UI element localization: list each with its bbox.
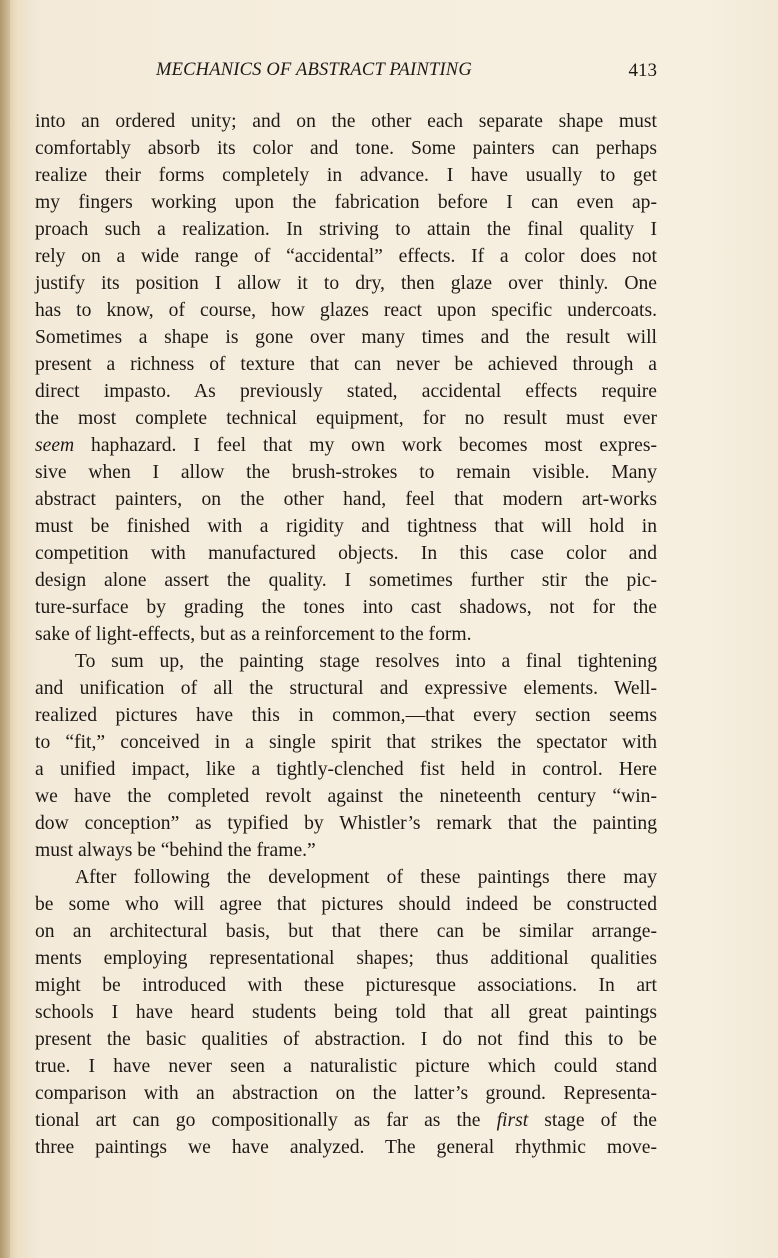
text-line: sive when I allow the brush-strokes to remain visible. Many bbox=[35, 462, 657, 483]
text-line: be some who will agree that pictures should indeed be constructed bbox=[35, 894, 657, 915]
text-line: my fingers working upon the fabrication before I can even ap- bbox=[35, 192, 657, 213]
text-line: must always be “behind the frame.” bbox=[35, 840, 316, 861]
text-line: has to know, of course, how glazes react upon specific undercoats. bbox=[35, 300, 657, 321]
text-line: realized pictures have this in common,—that every section seems bbox=[35, 705, 657, 726]
italic-word: first bbox=[496, 1110, 529, 1131]
text-line: comfortably absorb its color and tone. Some painters can perhaps bbox=[35, 138, 657, 159]
running-head bbox=[35, 60, 657, 84]
italic-word: seem bbox=[35, 435, 75, 456]
text-line: direct impasto. As previously stated, accidental effects require bbox=[35, 381, 657, 402]
text-line: on an architectural basis, but that there can be similar arrange- bbox=[35, 921, 657, 942]
text-line: must be finished with a rigidity and tightness that will hold in bbox=[35, 516, 657, 537]
text-line: a unified impact, like a tightly-clenched fist held in control. Here bbox=[35, 759, 657, 780]
text-run: tional art can go compositionally as far as the bbox=[35, 1110, 497, 1131]
text-line: might be introduced with these picturesque associations. In art bbox=[35, 975, 657, 996]
text-line: we have the completed revolt against the nineteenth century “win- bbox=[35, 786, 657, 807]
text-line: Sometimes a shape is gone over many times and the result will bbox=[35, 327, 657, 348]
paragraph-2 bbox=[35, 648, 657, 864]
text-line: After following the development of these paintings there may bbox=[75, 867, 657, 888]
text-line: present a richness of texture that can never be achieved through a bbox=[35, 354, 657, 375]
text-run: stage of the bbox=[528, 1110, 657, 1131]
text-line: schools I have heard students being told that all great paintings bbox=[35, 1002, 657, 1023]
text-line: design alone assert the quality. I sometimes further stir the pic- bbox=[35, 570, 657, 591]
text-line: sake of light-effects, but as a reinforcement to the form. bbox=[35, 624, 472, 645]
text-line: present the basic qualities of abstraction. I do not find this to be bbox=[35, 1029, 657, 1050]
page-number: 413 bbox=[628, 60, 657, 81]
book-spine-shadow bbox=[0, 0, 10, 1258]
text-line: three paintings we have analyzed. The general rhythmic move- bbox=[35, 1137, 657, 1158]
text-line: competition with manufactured objects. In this case color and bbox=[35, 543, 657, 564]
text-line: ture-surface by grading the tones into cast shadows, not for the bbox=[35, 597, 657, 618]
text-line: abstract painters, on the other hand, feel that modern art-works bbox=[35, 489, 657, 510]
text-line bbox=[35, 432, 657, 459]
text-line: justify its position I allow it to dry, then glaze over thinly. One bbox=[35, 273, 657, 294]
text-line: To sum up, the painting stage resolves into a final tightening bbox=[75, 651, 657, 672]
paragraph-3 bbox=[35, 864, 657, 1161]
text-line: dow conception” as typified by Whistler’s remark that the painting bbox=[35, 813, 657, 834]
text-line: comparison with an abstraction on the latter’s ground. Representa- bbox=[35, 1083, 657, 1104]
running-title: MECHANICS OF ABSTRACT PAINTING bbox=[156, 60, 472, 80]
text-line: into an ordered unity; and on the other each separate shape must bbox=[35, 111, 657, 132]
text-run: haphazard. I feel that my own work becomes most expres- bbox=[74, 435, 657, 456]
text-line: rely on a wide range of “accidental” effects. If a color does not bbox=[35, 246, 657, 267]
text-line: true. I have never seen a naturalistic picture which could stand bbox=[35, 1056, 657, 1077]
text-line: and unification of all the structural and expressive elements. Well- bbox=[35, 678, 657, 699]
text-line: proach such a realization. In striving to attain the final quality I bbox=[35, 219, 657, 240]
text-line: ments employing representational shapes; thus additional qualities bbox=[35, 948, 657, 969]
text-line: to “fit,” conceived in a single spirit that strikes the spectator with bbox=[35, 732, 657, 753]
text-line bbox=[35, 1107, 657, 1134]
text-line: the most complete technical equipment, for no result must ever bbox=[35, 408, 657, 429]
body-text bbox=[35, 108, 657, 1161]
paragraph-1 bbox=[35, 108, 657, 648]
text-line: realize their forms completely in advance. I have usually to get bbox=[35, 165, 657, 186]
